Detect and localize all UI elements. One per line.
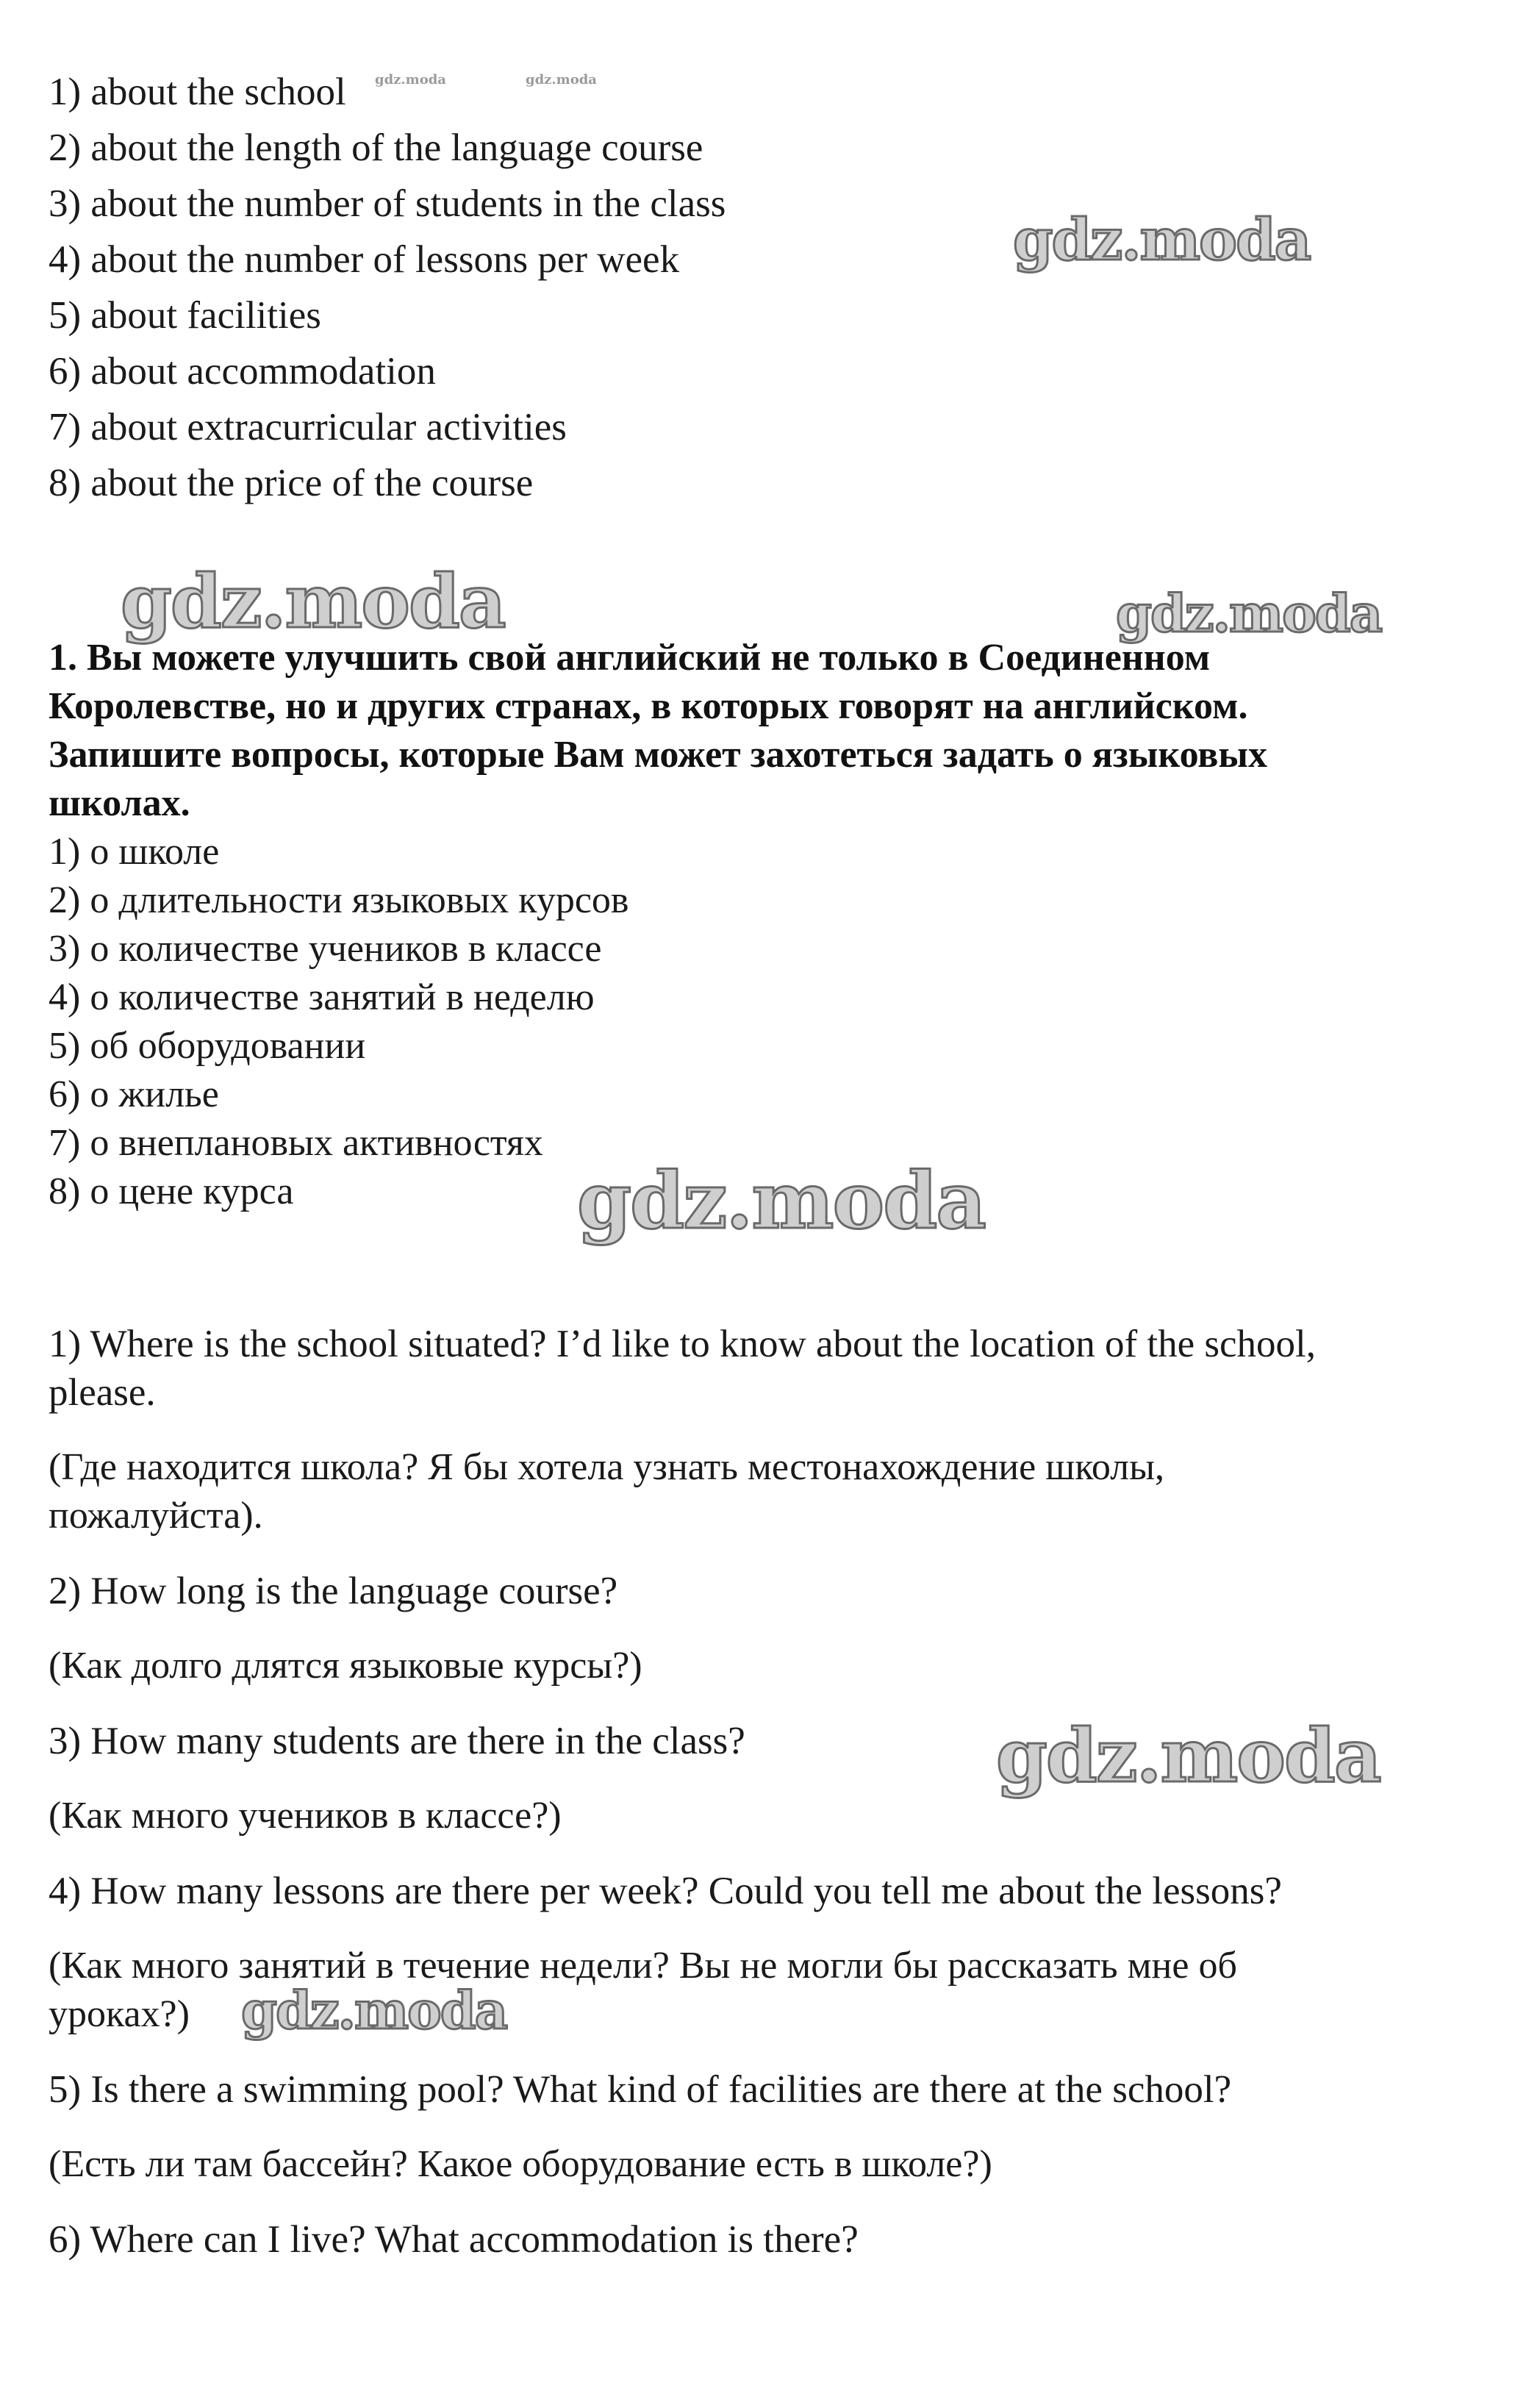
list-item: 5) об оборудовании [49,1025,366,1067]
answer-2-ru: (Как долго длятся языковые курсы?) [49,1645,642,1687]
answer-4-en: 4) How many lessons are there per week? Could you tell me about the lessons? [49,1870,1282,1912]
list-item: 2) about the length of the language course [49,126,703,169]
answer-1-ru: (Где находится школа? Я бы хотела узнать местонахождение школы, [49,1446,1165,1488]
answer-5-ru: (Есть ли там бассейн? Какое оборудование есть в школе?) [49,2143,992,2185]
answer-2-en: 2) How long is the language course? [49,1570,618,1612]
list-item: 6) about accommodation [49,350,436,393]
list-item: 4) about the number of lessons per week [49,238,680,281]
list-item: 1) about the school [49,71,346,113]
watermark-tiny-2: gdz.moda [526,72,597,87]
answer-1-ru: пожалуйста). [49,1495,263,1537]
answer-4-ru: уроках?) [49,1993,190,2035]
heading-line: 1. Вы можете улучшить свой английский не только в Соединенном [49,637,1211,679]
watermark-tiny-1: gdz.moda [375,72,446,87]
list-item: 8) about the price of the course [49,462,534,504]
list-item: 1) о школе [49,831,220,873]
answer-5-en: 5) Is there a swimming pool? What kind of facilities are there at the school? [49,2068,1232,2111]
list-item: 3) about the number of students in the class [49,182,726,225]
watermark-6: gdz.moda [241,1980,507,2041]
watermark-5: gdz.moda [996,1712,1380,1799]
answer-1-en: 1) Where is the school situated? I’d like to know about the location of the school, [49,1323,1317,1365]
list-item: 3) о количестве учеников в классе [49,928,602,970]
list-item: 7) about extracurricular activities [49,406,567,448]
list-item: 4) о количестве занятий в неделю [49,976,595,1018]
list-item: 2) о длительности языковых курсов [49,879,629,921]
watermark-4: gdz.moda [577,1154,985,1246]
answer-3-en: 3) How many students are there in the class? [49,1720,745,1762]
task-heading [49,634,1467,828]
answer-4-ru: (Как много занятий в течение недели? Вы не могли бы рассказать мне об [49,1945,1237,1987]
heading-line: Запишите вопросы, которые Вам может захотеться задать о языковых [49,734,1267,776]
heading-line: Королевстве, но и других странах, в которых говорят на английском. [49,685,1248,727]
answer-3-ru: (Как много учеников в классе?) [49,1795,562,1837]
watermark-1: gdz.moda [1013,207,1311,274]
watermark-2: gdz.moda [121,558,505,645]
list-item: 5) about facilities [49,294,321,337]
heading-line: школах. [49,782,190,824]
list-item: 6) о жилье [49,1073,219,1115]
answer-6-en: 6) Where can I live? What accommodation is there? [49,2218,859,2261]
answer-1-en: please. [49,1371,156,1414]
list-item: 7) о внеплановых активностях [49,1122,543,1164]
list-item: 8) о цене курса [49,1170,294,1212]
watermark-3: gdz.moda [1116,583,1382,644]
